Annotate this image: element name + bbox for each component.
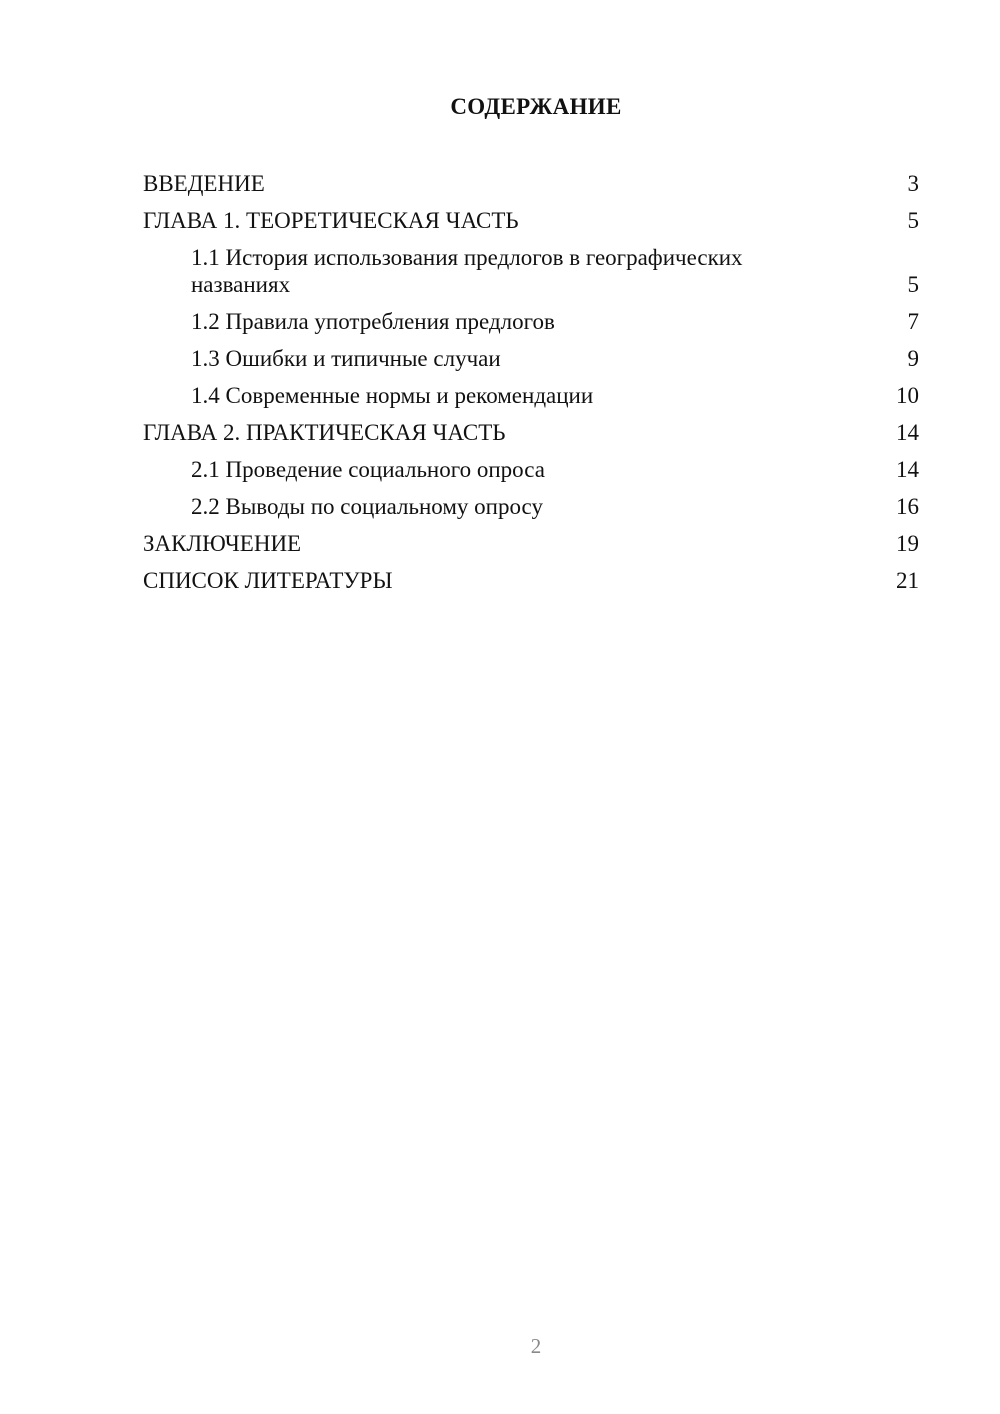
toc-entry-label: 2.2 Выводы по социальному опросу: [191, 494, 543, 519]
table-of-contents: [143, 170, 919, 594]
toc-entry-page: 5: [907, 272, 919, 297]
toc-entry-page: 21: [896, 568, 919, 593]
toc-entry-page: 14: [896, 457, 919, 482]
toc-entry-chapter-1[interactable]: [143, 207, 919, 234]
toc-entry-label: ГЛАВА 2. ПРАКТИЧЕСКАЯ ЧАСТЬ: [143, 420, 506, 445]
toc-entry-label: ГЛАВА 1. ТЕОРЕТИЧЕСКАЯ ЧАСТЬ: [143, 208, 519, 233]
toc-entry-1-2[interactable]: [143, 308, 919, 335]
toc-entry-2-1[interactable]: [143, 456, 919, 483]
toc-entry-chapter-2[interactable]: [143, 419, 919, 446]
toc-entry-label: 1.1 История использования предлогов в географических названиях: [191, 245, 743, 297]
toc-entry-label: ВВЕДЕНИЕ: [143, 171, 265, 196]
toc-entry-page: 5: [907, 208, 919, 233]
toc-entry-1-1[interactable]: [143, 244, 919, 298]
toc-entry-page: 19: [896, 531, 919, 556]
toc-entry-introduction[interactable]: [143, 170, 919, 197]
toc-entry-label: 1.2 Правила употребления предлогов: [191, 309, 555, 334]
toc-entry-bibliography[interactable]: [143, 567, 919, 594]
page-number: 2: [530, 1334, 542, 1358]
toc-entry-page: 10: [896, 383, 919, 408]
toc-entry-1-3[interactable]: [143, 345, 919, 372]
toc-entry-1-4[interactable]: [143, 382, 919, 409]
toc-entry-2-2[interactable]: [143, 493, 919, 520]
toc-entry-label: 1.3 Ошибки и типичные случаи: [191, 346, 501, 371]
toc-entry-page: 7: [907, 309, 919, 334]
toc-entry-page: 16: [896, 494, 919, 519]
toc-entry-label: 1.4 Современные нормы и рекомендации: [191, 383, 594, 408]
toc-entry-label: ЗАКЛЮЧЕНИЕ: [143, 531, 302, 556]
toc-entry-conclusion[interactable]: [143, 530, 919, 557]
toc-entry-page: 9: [907, 346, 919, 371]
toc-entry-page: 14: [896, 420, 919, 445]
page-title: СОДЕРЖАНИЕ: [450, 94, 622, 119]
toc-entry-label: СПИСОК ЛИТЕРАТУРЫ: [143, 568, 393, 593]
toc-entry-label: 2.1 Проведение социального опроса: [191, 457, 545, 482]
toc-entry-page: 3: [907, 171, 919, 196]
